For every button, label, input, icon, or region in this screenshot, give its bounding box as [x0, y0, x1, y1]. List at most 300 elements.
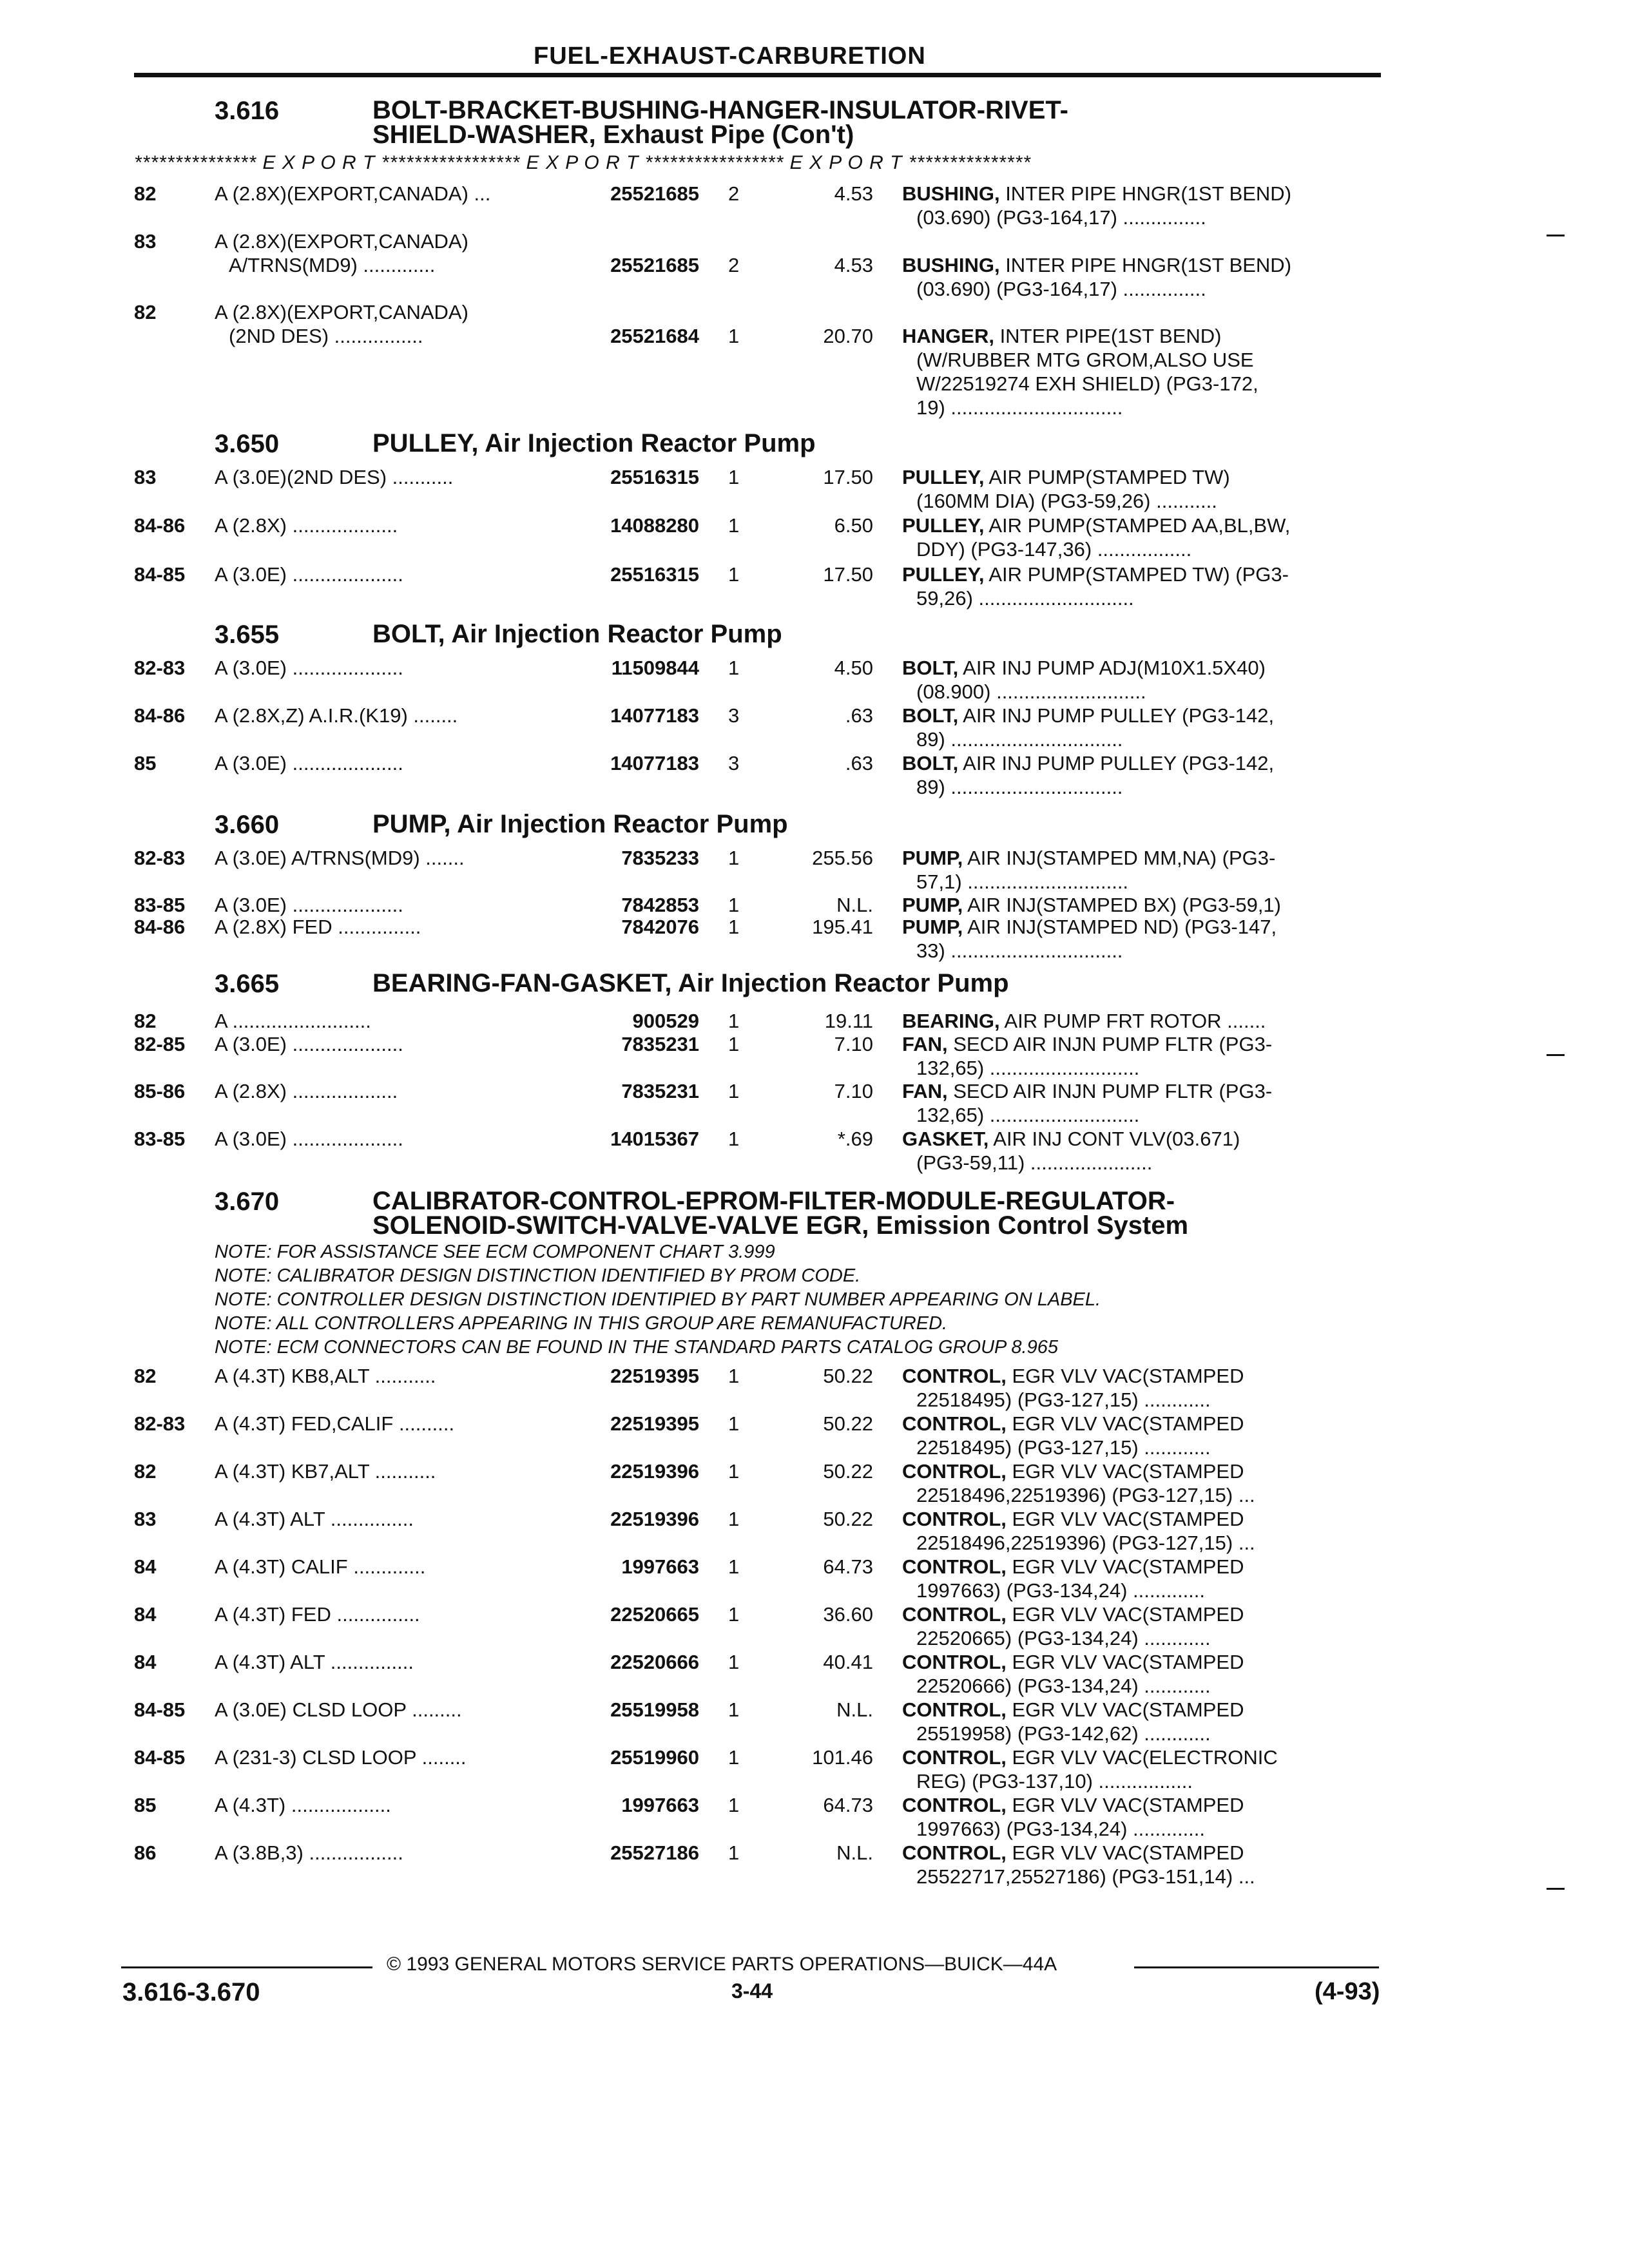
part-name-line: [902, 915, 1379, 939]
section-number: 3.665: [215, 970, 280, 998]
usage-description: [215, 465, 569, 489]
part-name-keyword: CONTROL,: [902, 1460, 1007, 1483]
usage-description: [215, 1841, 569, 1865]
usage-line: A .........................: [215, 1010, 371, 1032]
price: N.L.: [836, 1698, 873, 1721]
part-name: [902, 1127, 1379, 1175]
part-number: 7842076: [621, 916, 699, 938]
usage-line: A (4.3T) FED ...............: [215, 1603, 420, 1626]
part-number: 14015367: [610, 1128, 699, 1150]
usage-line: A/TRNS(MD9) .............: [229, 254, 436, 276]
export-banner: *************** E X P O R T ***************** E X P O R T ***************** E X P O R T ***************: [134, 152, 1031, 173]
usage-description: [215, 229, 569, 277]
usage-description: [215, 893, 569, 917]
part-name-line: 89) ...............................: [916, 728, 1123, 751]
price: 17.50: [823, 466, 873, 488]
part-name-line: REG) (PG3-137,10) .................: [916, 1770, 1193, 1792]
footer-copyright: © 1993 GENERAL MOTORS SERVICE PARTS OPERATIONS—BUICK—44A: [387, 1954, 1057, 1975]
part-name-line: 132,65) ...........................: [916, 1104, 1140, 1126]
part-name-keyword: BOLT,: [902, 657, 959, 679]
part-number: 7835231: [621, 1080, 699, 1102]
part-name: [902, 1079, 1379, 1127]
part-number: 7842853: [621, 894, 699, 916]
part-name-keyword: BUSHING,: [902, 254, 1000, 276]
part-name-line: [902, 1412, 1379, 1436]
part-name-text: EGR VLV VAC(STAMPED: [1006, 1698, 1244, 1721]
part-name-text: EGR VLV VAC(STAMPED: [1006, 1365, 1244, 1387]
page-header-title: FUEL-EXHAUST-CARBURETION: [534, 43, 926, 70]
part-name-text: EGR VLV VAC(STAMPED: [1006, 1508, 1244, 1530]
usage-description: [215, 1650, 569, 1674]
part-number: 900529: [632, 1010, 699, 1032]
model-years: 83-85: [134, 894, 186, 916]
section-number: 3.616: [215, 97, 280, 125]
usage-line: A (4.3T) FED,CALIF ..........: [215, 1412, 455, 1435]
part-name-keyword: CONTROL,: [902, 1412, 1007, 1435]
price: 17.50: [823, 563, 873, 586]
part-name-text: AIR INJ PUMP PULLEY (PG3-142,: [958, 704, 1275, 727]
part-name-line: [902, 1650, 1379, 1674]
price: 101.46: [812, 1746, 873, 1769]
part-name-line: [902, 1555, 1379, 1579]
part-name-keyword: BEARING,: [902, 1010, 1000, 1032]
part-name-line: [902, 1009, 1379, 1033]
section-title: [372, 1189, 1188, 1238]
part-number: 1997663: [621, 1555, 699, 1578]
section-note: NOTE: CALIBRATOR DESIGN DISTINCTION IDENTIFIED BY PROM CODE.: [215, 1265, 861, 1286]
part-number: 25516315: [610, 563, 699, 586]
part-name-line: [902, 253, 1379, 277]
part-number: 25527186: [610, 1841, 699, 1864]
part-name-line: W/22519274 EXH SHIELD) (PG3-172,: [916, 372, 1258, 395]
usage-line: A (2.8X)(EXPORT,CANADA): [215, 230, 468, 253]
part-name-line: 33) ...............................: [916, 939, 1123, 962]
part-name: [902, 1602, 1379, 1650]
part-name: [902, 1745, 1379, 1793]
model-years: 82-83: [134, 1412, 186, 1435]
part-name-line: [902, 324, 1379, 348]
part-number: 22520665: [610, 1603, 699, 1626]
usage-line: A (3.8B,3) .................: [215, 1841, 403, 1864]
part-name-keyword: FAN,: [902, 1080, 948, 1102]
part-number: 25521685: [610, 254, 699, 276]
part-name-text: EGR VLV VAC(ELECTRONIC: [1006, 1746, 1278, 1769]
section-number: 3.650: [215, 430, 280, 458]
model-years: 85-86: [134, 1080, 186, 1102]
usage-line: A (3.0E) ....................: [215, 563, 403, 586]
part-name-keyword: CONTROL,: [902, 1746, 1007, 1769]
part-number: 22519396: [610, 1460, 699, 1483]
margin-tick: [1547, 1888, 1565, 1890]
part-name: [902, 846, 1379, 894]
part-name-keyword: PUMP,: [902, 916, 963, 938]
price: .63: [845, 752, 873, 774]
price: 4.53: [834, 182, 873, 205]
usage-description: [215, 1032, 569, 1056]
part-name-line: [902, 1364, 1379, 1388]
model-years: 85: [134, 1794, 157, 1816]
part-name-keyword: CONTROL,: [902, 1841, 1007, 1864]
usage-line: A (4.3T) CALIF .............: [215, 1555, 426, 1578]
part-name-line: 19) ...............................: [916, 396, 1123, 419]
section-title: [372, 622, 782, 646]
part-name-line: DDY) (PG3-147,36) .................: [916, 538, 1192, 561]
part-name-line: 22520665) (PG3-134,24) ............: [916, 1627, 1211, 1649]
part-name-line: 59,26) ............................: [916, 587, 1134, 610]
part-number: 22519395: [610, 1365, 699, 1387]
price: 50.22: [823, 1460, 873, 1483]
part-number: 25516315: [610, 466, 699, 488]
section-title: [372, 812, 788, 836]
footer-rule-right: [1134, 1966, 1379, 1968]
part-name: [902, 1412, 1379, 1459]
usage-description: [215, 1079, 569, 1103]
price: 195.41: [812, 916, 873, 938]
quantity: 1: [728, 1365, 740, 1387]
part-number: 14077183: [610, 752, 699, 774]
part-name-line: [902, 1459, 1379, 1483]
part-name-text: AIR PUMP(STAMPED AA,BL,BW,: [984, 514, 1291, 537]
section-title: [372, 98, 1068, 147]
usage-line: A (4.3T) KB7,ALT ...........: [215, 1460, 436, 1483]
usage-line: A (3.0E) ....................: [215, 657, 403, 679]
part-name-line: 25519958) (PG3-142,62) ............: [916, 1722, 1211, 1745]
section-number: 3.660: [215, 811, 280, 839]
part-number: 14077183: [610, 704, 699, 727]
part-number: 25519958: [610, 1698, 699, 1721]
part-name-text: EGR VLV VAC(STAMPED: [1006, 1412, 1244, 1435]
part-name-keyword: GASKET,: [902, 1128, 989, 1150]
part-name-line: 89) ...............................: [916, 776, 1123, 798]
price: 64.73: [823, 1555, 873, 1578]
usage-description: [215, 514, 569, 537]
part-name: [902, 324, 1379, 419]
model-years: 84-86: [134, 514, 186, 537]
quantity: 3: [728, 704, 740, 727]
usage-line: A (3.0E) ....................: [215, 894, 403, 916]
usage-line: A (3.0E) ....................: [215, 1128, 403, 1150]
part-name: [902, 915, 1379, 963]
usage-description: [215, 656, 569, 680]
part-name: [902, 253, 1379, 301]
part-name-text: INTER PIPE(1ST BEND): [994, 325, 1222, 347]
section-number: 3.670: [215, 1187, 280, 1216]
part-number: 11509844: [611, 657, 699, 679]
usage-line: A (3.0E)(2ND DES) ...........: [215, 466, 454, 488]
part-number: 22519395: [610, 1412, 699, 1435]
quantity: 1: [728, 1794, 740, 1816]
price: *.69: [837, 1128, 873, 1150]
model-years: 85: [134, 752, 157, 774]
part-name-text: INTER PIPE HNGR(1ST BEND): [999, 254, 1292, 276]
price: 19.11: [824, 1010, 873, 1032]
usage-description: [215, 182, 569, 206]
part-name-line: 22518495) (PG3-127,15) ............: [916, 1389, 1211, 1411]
usage-description: [215, 1459, 569, 1483]
usage-description: [215, 751, 569, 775]
part-name-text: AIR INJ(STAMPED ND) (PG3-147,: [963, 916, 1277, 938]
quantity: 1: [728, 1033, 740, 1055]
section-note: NOTE: CONTROLLER DESIGN DISTINCTION IDENTIPIED BY PART NUMBER APPEARING ON LABEL.: [215, 1289, 1101, 1310]
price: 40.41: [823, 1651, 873, 1673]
usage-line: A (4.3T) ..................: [215, 1794, 391, 1816]
usage-line: A (2.8X)(EXPORT,CANADA): [215, 301, 468, 323]
part-name: [902, 1032, 1379, 1080]
part-name-line: 1997663) (PG3-134,24) .............: [916, 1579, 1206, 1602]
price: 64.73: [823, 1794, 873, 1816]
part-name-line: (08.900) ...........................: [916, 680, 1146, 703]
part-name-line: 22518495) (PG3-127,15) ............: [916, 1436, 1211, 1459]
price: 50.22: [823, 1412, 873, 1435]
price: N.L.: [836, 894, 873, 916]
part-name-keyword: BUSHING,: [902, 182, 1000, 205]
part-name: [902, 893, 1379, 917]
part-name-text: EGR VLV VAC(STAMPED: [1006, 1555, 1244, 1578]
section-title: [372, 431, 816, 456]
usage-description: [215, 1555, 569, 1579]
quantity: 1: [728, 514, 740, 537]
part-name-line: 22518496,22519396) (PG3-127,15) ...: [916, 1484, 1255, 1506]
part-name-keyword: CONTROL,: [902, 1603, 1007, 1626]
model-years: 84-86: [134, 704, 186, 727]
model-years: 83: [134, 466, 157, 488]
section-note: NOTE: FOR ASSISTANCE SEE ECM COMPONENT CHART 3.999: [215, 1242, 775, 1262]
part-number: 14088280: [610, 514, 699, 537]
part-name: [902, 1507, 1379, 1555]
part-name-line: [902, 1079, 1379, 1103]
quantity: 1: [728, 1746, 740, 1769]
quantity: 1: [728, 1555, 740, 1578]
part-name-line: 57,1) .............................: [916, 870, 1129, 893]
quantity: 1: [728, 1508, 740, 1530]
part-name-keyword: CONTROL,: [902, 1698, 1007, 1721]
quantity: 1: [728, 563, 740, 586]
part-name-line: 132,65) ...........................: [916, 1057, 1140, 1079]
price: 36.60: [823, 1603, 873, 1626]
part-name-keyword: PULLEY,: [902, 514, 985, 537]
quantity: 1: [728, 1128, 740, 1150]
part-name: [902, 1459, 1379, 1507]
margin-tick: [1547, 1054, 1565, 1056]
part-name: [902, 704, 1379, 751]
part-name-line: [902, 1841, 1379, 1865]
part-name-text: AIR INJ(STAMPED MM,NA) (PG3-: [963, 847, 1276, 869]
model-years: 82-83: [134, 657, 186, 679]
part-name-line: [902, 1032, 1379, 1056]
part-name: [902, 751, 1379, 799]
quantity: 1: [728, 1651, 740, 1673]
quantity: 2: [728, 254, 740, 276]
section-title-line: PUMP, Air Injection Reactor Pump: [372, 810, 788, 838]
section-note: NOTE: ECM CONNECTORS CAN BE FOUND IN THE STANDARD PARTS CATALOG GROUP 8.965: [215, 1337, 1058, 1358]
part-name: [902, 1009, 1379, 1033]
quantity: 1: [728, 1603, 740, 1626]
part-name-line: [902, 182, 1379, 206]
part-name: [902, 656, 1379, 704]
part-name-line: [902, 514, 1379, 537]
part-name-line: [902, 846, 1379, 870]
part-name-text: EGR VLV VAC(STAMPED: [1006, 1603, 1244, 1626]
usage-description: [215, 1793, 569, 1817]
part-name: [902, 1698, 1379, 1745]
price: 6.50: [834, 514, 873, 537]
usage-line: A (4.3T) ALT ...............: [215, 1508, 414, 1530]
quantity: 1: [728, 894, 740, 916]
part-name-line: (W/RUBBER MTG GROM,ALSO USE: [916, 349, 1254, 371]
usage-description: [215, 562, 569, 586]
price: 20.70: [823, 325, 873, 347]
part-name-keyword: PUMP,: [902, 894, 963, 916]
part-name-keyword: CONTROL,: [902, 1508, 1007, 1530]
part-name-text: SECD AIR INJN PUMP FLTR (PG3-: [947, 1033, 1273, 1055]
model-years: 84: [134, 1603, 157, 1626]
part-number: 22519396: [610, 1508, 699, 1530]
footer-rule-left: [121, 1966, 372, 1968]
part-name-line: [902, 1698, 1379, 1722]
part-name-text: EGR VLV VAC(STAMPED: [1006, 1794, 1244, 1816]
usage-line: A (3.0E) ....................: [215, 1033, 403, 1055]
part-number: 25521684: [610, 325, 699, 347]
section-title-line: SHIELD-WASHER, Exhaust Pipe (Con't): [372, 120, 854, 149]
quantity: 1: [728, 1080, 740, 1102]
section-title-line: BEARING-FAN-GASKET, Air Injection Reactor Pump: [372, 969, 1009, 997]
part-name-line: (03.690) (PG3-164,17) ...............: [916, 206, 1206, 229]
model-years: 84-85: [134, 1698, 186, 1721]
model-years: 83: [134, 230, 157, 253]
part-name: [902, 465, 1379, 513]
part-name-text: AIR INJ PUMP ADJ(M10X1.5X40): [958, 657, 1266, 679]
part-name-text: AIR INJ(STAMPED BX) (PG3-59,1): [963, 894, 1281, 916]
usage-description: [215, 300, 569, 348]
usage-line: A (2.8X) ...................: [215, 514, 398, 537]
footer-date: (4-93): [1315, 1978, 1380, 2005]
part-name-line: [902, 1745, 1379, 1769]
model-years: 82-85: [134, 1033, 186, 1055]
quantity: 1: [728, 1841, 740, 1864]
usage-description: [215, 1745, 569, 1769]
part-name-text: SECD AIR INJN PUMP FLTR (PG3-: [947, 1080, 1273, 1102]
usage-description: [215, 704, 569, 727]
part-number: 7835233: [621, 847, 699, 869]
usage-description: [215, 915, 569, 939]
part-name-keyword: CONTROL,: [902, 1555, 1007, 1578]
part-name: [902, 182, 1379, 229]
part-name-text: AIR PUMP(STAMPED TW) (PG3-: [984, 563, 1289, 586]
part-name-keyword: CONTROL,: [902, 1365, 1007, 1387]
part-name-line: (03.690) (PG3-164,17) ...............: [916, 278, 1206, 300]
usage-description: [215, 1009, 569, 1033]
part-name-keyword: BOLT,: [902, 704, 959, 727]
section-number: 3.655: [215, 620, 280, 649]
part-name-line: 22520666) (PG3-134,24) ............: [916, 1675, 1211, 1697]
price: 50.22: [823, 1365, 873, 1387]
usage-line: A (3.0E) CLSD LOOP .........: [215, 1698, 462, 1721]
quantity: 1: [728, 657, 740, 679]
part-name-keyword: PULLEY,: [902, 466, 985, 488]
section-title-line: BOLT-BRACKET-BUSHING-HANGER-INSULATOR-RIVET-: [372, 96, 1068, 124]
model-years: 84-86: [134, 916, 186, 938]
part-name-text: EGR VLV VAC(STAMPED: [1006, 1651, 1244, 1673]
section-title-line: PULLEY, Air Injection Reactor Pump: [372, 429, 816, 457]
usage-line: A (2.8X) ...................: [215, 1080, 398, 1102]
price: 4.50: [834, 657, 873, 679]
usage-description: [215, 846, 569, 870]
section-title: [372, 971, 1009, 995]
model-years: 83-85: [134, 1128, 186, 1150]
usage-description: [215, 1507, 569, 1531]
part-name-line: (160MM DIA) (PG3-59,26) ...........: [916, 490, 1217, 512]
part-name-line: [902, 1602, 1379, 1626]
usage-line: A (3.0E) A/TRNS(MD9) .......: [215, 847, 465, 869]
quantity: 1: [728, 466, 740, 488]
quantity: 1: [728, 847, 740, 869]
usage-line: A (3.0E) ....................: [215, 752, 403, 774]
quantity: 1: [728, 325, 740, 347]
part-name: [902, 1793, 1379, 1841]
model-years: 82: [134, 301, 157, 323]
model-years: 86: [134, 1841, 157, 1864]
part-name-line: [902, 562, 1379, 586]
part-name-keyword: HANGER,: [902, 325, 994, 347]
part-name-line: [902, 893, 1379, 917]
part-number: 22520666: [610, 1651, 699, 1673]
price: 50.22: [823, 1508, 873, 1530]
header-rule: [134, 73, 1381, 77]
part-name-text: INTER PIPE HNGR(1ST BEND): [999, 182, 1292, 205]
part-name-keyword: FAN,: [902, 1033, 948, 1055]
part-name: [902, 1364, 1379, 1412]
quantity: 3: [728, 752, 740, 774]
usage-line: A (2.8X) FED ...............: [215, 916, 421, 938]
model-years: 82: [134, 1010, 157, 1032]
part-name-line: [902, 1507, 1379, 1531]
section-title-line: SOLENOID-SWITCH-VALVE-VALVE EGR, Emission Control System: [372, 1211, 1189, 1240]
section-note: NOTE: ALL CONTROLLERS APPEARING IN THIS GROUP ARE REMANUFACTURED.: [215, 1313, 948, 1334]
part-name-text: EGR VLV VAC(STAMPED: [1006, 1460, 1244, 1483]
margin-tick: [1547, 235, 1565, 236]
usage-description: [215, 1127, 569, 1151]
quantity: 1: [728, 1698, 740, 1721]
part-name-text: AIR PUMP FRT ROTOR .......: [999, 1010, 1266, 1032]
part-name: [902, 1650, 1379, 1698]
usage-line: A (2.8X)(EXPORT,CANADA) ...: [215, 182, 491, 205]
part-name: [902, 562, 1379, 610]
part-number: 1997663: [621, 1794, 699, 1816]
part-name-keyword: BOLT,: [902, 752, 959, 774]
quantity: 1: [728, 916, 740, 938]
section-title-line: CALIBRATOR-CONTROL-EPROM-FILTER-MODULE-REGULATOR-: [372, 1187, 1175, 1215]
part-name-text: AIR PUMP(STAMPED TW): [984, 466, 1230, 488]
usage-description: [215, 1364, 569, 1388]
quantity: 2: [728, 182, 740, 205]
section-title-line: BOLT, Air Injection Reactor Pump: [372, 620, 782, 648]
part-name: [902, 514, 1379, 561]
part-name: [902, 1841, 1379, 1888]
part-number: 25521685: [610, 182, 699, 205]
usage-line: A (4.3T) ALT ...............: [215, 1651, 414, 1673]
price: 7.10: [834, 1080, 873, 1102]
price: .63: [845, 704, 873, 727]
usage-line: (2ND DES) ................: [229, 325, 423, 347]
part-name-keyword: CONTROL,: [902, 1651, 1007, 1673]
part-name-text: AIR INJ PUMP PULLEY (PG3-142,: [958, 752, 1275, 774]
price: 4.53: [834, 254, 873, 276]
price: 7.10: [834, 1033, 873, 1055]
usage-description: [215, 1412, 569, 1436]
part-name-line: [902, 704, 1379, 727]
part-name: [902, 1555, 1379, 1602]
part-name-text: EGR VLV VAC(STAMPED: [1006, 1841, 1244, 1864]
